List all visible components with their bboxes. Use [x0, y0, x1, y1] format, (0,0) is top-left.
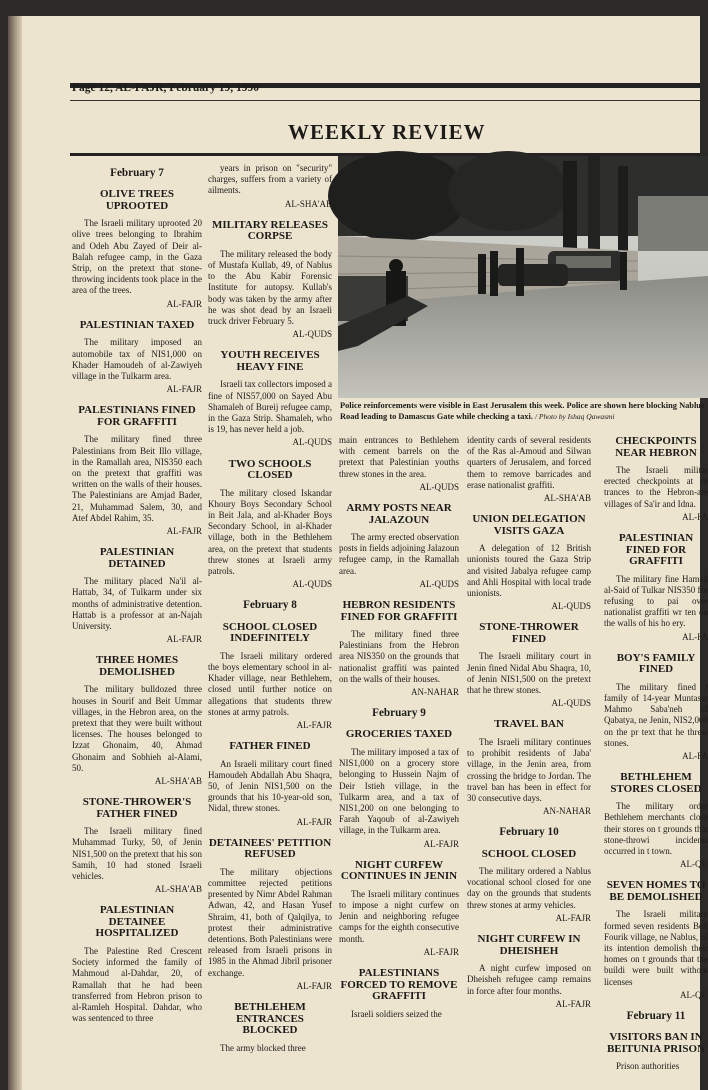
date-heading: February 8 — [243, 599, 297, 612]
headline: VISITORS BAN IN BEITUNIA PRISON — [606, 1031, 706, 1055]
source-credit: AL-FAJR — [555, 998, 591, 1009]
source-credit: AL-FAJR — [296, 980, 332, 991]
date-heading: February 10 — [499, 826, 559, 839]
headline: NIGHT CURFEW IN DHEISHEH — [477, 933, 581, 957]
headline: PALESTINIANS FINED FOR GRAFFITI — [78, 404, 196, 428]
article-body: A night curfew imposed on Dheisheh refugee camp remains in force after four months. — [467, 963, 591, 996]
source-credit: AL-FAJR — [423, 838, 459, 849]
headline: OLIVE TREES UPROOTED — [99, 188, 175, 212]
headline: STONE-THROWER'S FATHER FINED — [82, 796, 192, 820]
article-body: The military placed Na'il al-Hattab, 34, of Tulkarm under six months of administrative detention. Hattab is a professor at an-Najah University. — [72, 576, 202, 631]
source-credit: AL-FAJR — [166, 525, 202, 536]
date-heading: February 7 — [110, 167, 164, 179]
headline: PALESTINIAN DETAINED — [99, 546, 175, 570]
date-heading: February 11 — [626, 1010, 686, 1022]
article-body: The military fined three Palestinians from Beit Illo village, in the Ramallah area, NIS350 each on the pretext that graffiti was written on the walls of their houses. The Palestinians are Amjad Bader, 21, Muhammad Salem, 30, and Atef Abdel Rahim, 35. — [72, 434, 202, 523]
source-credit: AL-QUDS — [292, 329, 332, 340]
divider — [70, 100, 700, 101]
date-heading: February 9 — [372, 707, 426, 720]
headline: BETHLEHEM STORES CLOSED — [610, 771, 702, 795]
article-body: The military fine Hamed al-Said of Tulkar NIS350 for refusing to pai over nationalist graffiti wr ten on the walls of his ho ery. — [604, 573, 708, 629]
article-body: The Israeli military ordered the boys elementary school in al-Khader village, near Bethlehem, closed until further notice on allegations that students threw stones at army patrols. — [208, 650, 332, 717]
headline: PALESTINIAN FINED FOR GRAFFITI — [618, 532, 694, 568]
source-credit: AL-FAJR — [555, 912, 591, 923]
article-body: main entrances to Bethlehem with cement barrels on the pretext that Palestinian youths threw stones in the area. — [339, 435, 459, 479]
source-credit: AL-FA — [682, 511, 708, 522]
source-credit: AL-FA — [682, 750, 708, 761]
source-credit: AL-QUDS — [292, 437, 332, 448]
headline: PALESTINIAN TAXED — [79, 318, 195, 331]
source-credit: AL-FAJR — [296, 719, 332, 730]
article-body: The Palestine Red Crescent Society informed the family of Mahmoud al-Dahdar, 20, of Ramallah that he had been transferred from Hebron prison to al-Ramleh Hospital. Dahdar, who was sentenced to three — [72, 945, 202, 1024]
article-body: The Israeli military continues to impose a night curfew on Jenin and neighboring refugee camps for the eighth consecutive month. — [339, 888, 459, 944]
section-title: WEEKLY REVIEW — [288, 120, 486, 144]
article-body: Israeli tax collectors imposed a fine of NIS57,000 on Sayed Abu Shamaleh of Bureij refugee camp, in the Gaza Strip. Shamaleh, who is 19, has never held a job. — [208, 379, 332, 435]
article-body: Prison authorities — [616, 1061, 680, 1072]
headline: YOUTH RECEIVES HEAVY FINE — [220, 349, 320, 373]
article-body: Israeli soldiers seized the — [351, 1008, 442, 1019]
article-body: The Israeli military formed seven residents Beit Fourik village, ne Nablus, of its intention demolish their homes on t grounds that the buildi were built without licenses — [604, 909, 708, 987]
article-body: The military fined t family of 14-year Muntaser Mahmo Saba'neh of Qabatya, ne Jenin, NIS2,000 on the pr text that he threw stones. — [604, 681, 708, 748]
source-credit: AL-FAJR — [166, 298, 202, 309]
headline: SCHOOL CLOSED — [481, 847, 577, 860]
article-body: The military ordered a Nablus vocational school closed for one day on the grounds that students threw stones at army vehicles. — [467, 866, 591, 910]
headline: UNION DELEGATION VISITS GAZA — [472, 513, 586, 537]
source-credit: AL-QUDS — [292, 579, 332, 590]
news-photo — [338, 156, 708, 398]
article-body: The military objections committee rejected petitions presented by Nimr Abdel Rahman Adwan, 42, and Hasan Yusef Shraim, 41, both of Qalqilya, to protest their administrative detentions. Both Palestinians were released from Israeli prisons in 1985 in the Ahmad Jibril prisoner exchange. — [208, 866, 332, 978]
binding-edge — [8, 16, 22, 1090]
article-body: The military fined three Palestinians from the Hebron area NIS350 on the grounds that nationalist graffiti was painted on the walls of their houses. — [339, 629, 459, 684]
article-body: The Israeli military court in Jenin fined Nidal Abu Shaqra, 10, of Jenin NIS1,500 on the pretext that he threw stones. — [467, 651, 591, 696]
newspaper-page — [8, 16, 708, 1090]
source-credit: AN-NAHAR — [411, 687, 459, 698]
article-body: The Israeli militar erected checkpoints at ce trances to the Hebron-are villages of Sa'ir and Idna. — [604, 465, 708, 509]
column-4 — [467, 433, 591, 1010]
headline: SCHOOL CLOSED INDEFINITELY — [222, 620, 318, 645]
page-folio: Page 12, AL-FAJR, February 19, 1990 — [72, 82, 259, 94]
source-credit: AL-SHA'AB — [543, 493, 591, 504]
source-credit: AL-QUDS — [419, 481, 459, 492]
headline: ARMY POSTS NEAR JALAZOUN — [346, 502, 452, 526]
column-1 — [72, 166, 202, 1024]
caption-text: Police reinforcements were visible in East Jerusalem this week. Police are shown here blocking Nablus Road leading to Damascus Gate while checking a taxi. — [340, 401, 705, 421]
headline: FATHER FINED — [229, 740, 311, 753]
headline: PALESTINIANS FORCED TO REMOVE GRAFFITI — [340, 967, 458, 1002]
article-body: The Israeli military fined Muhammad Turky, 50, of Jenin NIS1,500 on the pretext that his son Samih, 10 had stoned Israeli vehicles. — [72, 826, 202, 882]
headline: THREE HOMES DEMOLISHED — [95, 654, 179, 678]
article-body: The military closed Iskandar Khoury Boys Secondary School in Beit Jala, and al-Khader Boys Secondary School, in al-Khader village, both in the Bethlehem area, on the pretext that students threw stones at Israeli army patrols. — [208, 487, 332, 577]
headline: HEBRON RESIDENTS FINED FOR GRAFFITI — [340, 599, 458, 623]
headline: STONE-THROWER FINED — [479, 621, 579, 645]
article-body: A delegation of 12 British unionists toured the Gaza Strip and visited Jabalya refugee camp and Ahli Hospital with local trade unionists. — [467, 543, 591, 599]
source-credit: AL-FAJR — [166, 384, 202, 395]
article-body: The military imposed a tax of NIS1,000 on a grocery store belonging to Hussein Najm of Deir Istieh village, in the Tulkarm area, and a tax of NIS1,200 on one belonging to Farah Yaqoub of al-Zawiyeh village, in the Tulkarm area. — [339, 746, 459, 836]
source-credit: AL-FAJR — [166, 634, 202, 645]
article-body: The military bulldozed three houses in Sourif and Beit Ummar villages, in the Hebron area, on the pretext that they were built without licenses. The houses belonged to Izzat Ghonaim, 40, Ahmad Ghonaim and Sobhieh al-Alami, 50. — [72, 684, 202, 773]
headline: NIGHT CURFEW CONTINUES IN JENIN — [340, 858, 458, 883]
headline: GROCERIES TAXED — [345, 728, 453, 741]
column-5 — [604, 426, 708, 1072]
article-body: The army blocked three — [220, 1042, 306, 1053]
source-credit: AL-QUDS — [551, 601, 591, 612]
source-credit: AL-QUDS — [551, 698, 591, 709]
photo-credit: / Photo by Ishaq Qawasmi — [534, 411, 615, 421]
source-credit: AL-FAJR — [296, 816, 332, 827]
article-body: identity cards of several residents of the Ras al-Amoud and Silwan quarters of Jerusalem, and forced them to remove barricades and erase nationalist graffiti. — [467, 435, 591, 490]
source-credit: AL-SHA'AB — [154, 884, 202, 895]
article-body: The military order Bethlehem merchants close their stores on t grounds that stone-throwi incidents occurred in t town. — [604, 801, 708, 856]
headline: MILITARY RELEASES CORPSE — [211, 218, 329, 243]
headline: DETAINEES' PETITION REFUSED — [208, 836, 332, 861]
headline: TWO SCHOOLS CLOSED — [228, 457, 312, 482]
photo-caption — [340, 401, 708, 422]
headline: BOY'S FAMILY FINED — [616, 651, 696, 676]
source-credit: AL-QU — [680, 859, 708, 870]
headline: TRAVEL BAN — [494, 718, 564, 731]
headline: PALESTINIAN DETAINEE HOSPITALIZED — [95, 904, 179, 940]
headline: BETHLEHEM ENTRANCES BLOCKED — [234, 1001, 306, 1037]
source-credit: AL-SHA'AB — [154, 776, 202, 787]
police-roadblock-photo — [338, 156, 708, 398]
source-credit: AL-FAJR — [423, 946, 459, 957]
source-credit: AL-QUDS — [419, 578, 459, 589]
article-body: The Israeli military uprooted 20 olive trees belonging to Ibrahim and Odeh Abu Zayed of Deir al-Balah refugee camp, in the Gaza Strip, on the pretext that stone-throwing incidents took place in the area of the trees. — [72, 218, 202, 296]
source-credit: AL-FA — [682, 631, 708, 642]
headline: CHECKPOINTS NEAR HEBRON — [615, 435, 697, 459]
article-body: The military released the body of Mustafa Kullab, 49, of Nablus to the Abu Kabir Forensic Institute for autopsy. Kullab's body was taken by the army after he was shot dead by an Israeli truck driver February 5. — [208, 248, 332, 327]
source-credit: AL-SHA'AB — [284, 198, 332, 209]
source-credit: AL-QU — [680, 989, 708, 1000]
article-body: The military imposed an automobile tax of NIS1,000 on Khader Hamoudeh of al-Zawiyeh village in the Tulkarm area. — [72, 337, 202, 381]
article-body: The army erected observation posts in fields adjoining Jalazoun refugee camp, in the Ramallah area. — [339, 532, 459, 576]
column-3 — [339, 433, 459, 1020]
source-credit: AN-NAHAR — [543, 806, 591, 817]
headline: SEVEN HOMES TO BE DEMOLISHED — [606, 879, 706, 903]
article-body: years in prison on "security" charges, suffers from a variety of ailments. — [208, 163, 332, 196]
article-body: The Israeli military continues to prohibit residents of Jaba' village, in the Jenin area, from crossing the bridge to Jordan. The travel ban has been in effect for 30 consecutive days. — [467, 736, 591, 803]
column-2 — [208, 163, 332, 1054]
article-body: An Israeli military court fined Hamoudeh Abdallah Abu Shaqra, 50, of Jenin NIS1,500 on the grounds that his 10-year-old son, Nidal, threw stones. — [208, 758, 332, 814]
